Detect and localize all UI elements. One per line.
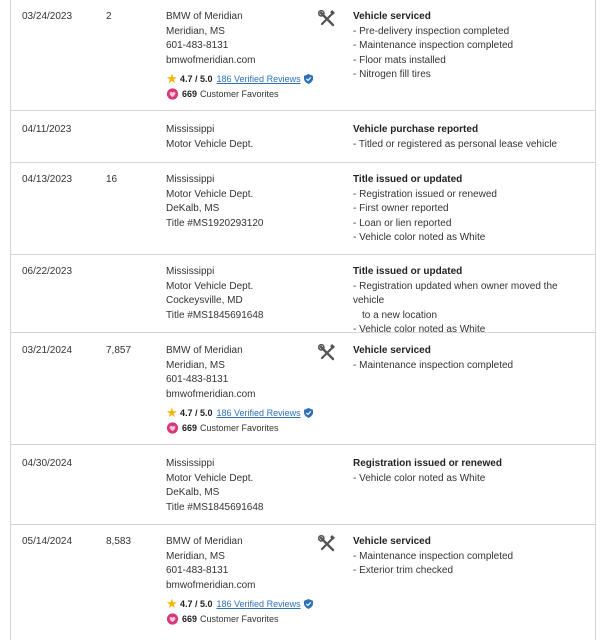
heart-icon <box>166 422 179 434</box>
detail-line: to a new location <box>362 309 438 321</box>
source-location: DeKalb, MS <box>166 487 220 498</box>
dealer-rating <box>166 596 316 612</box>
verified-reviews-link[interactable]: 186 Verified Reviews <box>216 73 301 84</box>
event-headline: Vehicle serviced <box>353 536 431 547</box>
event-headline: Vehicle serviced <box>353 11 431 22</box>
detail-line: - Maintenance inspection completed <box>353 359 514 371</box>
favorites-count: 669 <box>182 614 198 624</box>
event-headline: Title issued or updated <box>353 266 463 277</box>
row-source <box>166 265 316 323</box>
source-location: Meridian, MS <box>166 550 225 562</box>
source-title-number: Title #MS1920293120 <box>166 217 264 229</box>
source-dept: Motor Vehicle Dept. <box>166 280 254 292</box>
event-headline: Vehicle purchase reported <box>353 124 479 135</box>
row-source <box>166 535 316 627</box>
row-source <box>166 457 316 515</box>
row-date: 04/11/2023 <box>22 124 72 135</box>
source-name: Mississippi <box>166 458 215 469</box>
row-source <box>166 10 316 102</box>
row-details <box>353 265 589 338</box>
row-mileage: 7,857 <box>106 345 132 356</box>
source-location: DeKalb, MS <box>166 203 220 214</box>
customer-favorites <box>166 421 316 437</box>
history-row <box>11 525 595 640</box>
row-details <box>353 457 589 486</box>
source-website[interactable]: bmwofmeridian.com <box>166 388 256 400</box>
source-location: Cockeysville, MD <box>166 295 243 306</box>
event-headline: Registration issued or renewed <box>353 458 502 469</box>
verified-shield-icon <box>304 408 313 418</box>
source-dept: Motor Vehicle Dept. <box>166 188 254 200</box>
rating-value: 4.7 / 5.0 <box>180 407 213 418</box>
source-title-number: Title #MS1845691648 <box>166 309 264 321</box>
source-phone[interactable]: 601-483-8131 <box>166 565 229 576</box>
verified-reviews-link[interactable]: 186 Verified Reviews <box>216 598 301 609</box>
row-mileage: 8,583 <box>106 536 132 547</box>
event-headline: Vehicle serviced <box>353 345 431 356</box>
source-location: Meridian, MS <box>166 359 225 371</box>
source-phone[interactable]: 601-483-8131 <box>166 40 229 51</box>
favorites-label: Customer Favorites <box>200 89 279 99</box>
row-date: 03/21/2024 <box>22 345 73 356</box>
source-phone[interactable]: 601-483-8131 <box>166 374 229 385</box>
source-location: Meridian, MS <box>166 25 225 37</box>
dealer-rating <box>166 71 316 87</box>
row-source <box>166 173 316 231</box>
history-row <box>11 163 595 255</box>
wrench-screwdriver-icon <box>318 535 336 553</box>
heart-icon <box>166 88 179 100</box>
detail-line: - Vehicle color noted as White <box>353 472 486 484</box>
vehicle-history-table <box>10 0 596 640</box>
row-details <box>353 173 589 246</box>
row-source <box>166 123 316 152</box>
row-details <box>353 123 589 152</box>
history-row <box>11 111 595 163</box>
detail-line: - Pre-delivery inspection completed <box>353 25 510 37</box>
source-name: BMW of Meridian <box>166 11 243 22</box>
source-name: BMW of Meridian <box>166 345 243 356</box>
row-details <box>353 344 589 373</box>
favorites-label: Customer Favorites <box>200 423 279 433</box>
row-source <box>166 344 316 436</box>
verified-shield-icon <box>304 74 313 84</box>
event-headline: Title issued or updated <box>353 174 463 185</box>
rating-value: 4.7 / 5.0 <box>180 598 213 609</box>
rating-value: 4.7 / 5.0 <box>180 73 213 84</box>
detail-line: - Nitrogen fill tires <box>353 69 431 80</box>
heart-icon <box>166 613 179 625</box>
detail-line: - Loan or lien reported <box>353 217 452 229</box>
favorites-count: 669 <box>182 423 198 433</box>
source-title-number: Title #MS1845691648 <box>166 501 264 513</box>
row-mileage: 16 <box>106 174 118 185</box>
wrench-screwdriver-icon <box>318 10 336 28</box>
verified-reviews-link[interactable]: 186 Verified Reviews <box>216 407 301 418</box>
dealer-rating <box>166 405 316 421</box>
detail-line: - Titled or registered as personal lease vehicle <box>353 138 557 150</box>
source-name: Mississippi <box>166 174 215 185</box>
source-dept: Motor Vehicle Dept. <box>166 138 254 150</box>
source-name: Mississippi <box>166 266 215 277</box>
star-icon: ★ <box>166 595 178 611</box>
detail-line: - Maintenance inspection completed <box>353 40 514 51</box>
source-website[interactable]: bmwofmeridian.com <box>166 54 256 66</box>
row-details <box>353 535 589 579</box>
detail-line: - First owner reported <box>353 203 449 214</box>
source-dept: Motor Vehicle Dept. <box>166 472 254 484</box>
source-name: Mississippi <box>166 124 215 135</box>
wrench-screwdriver-icon <box>318 344 336 362</box>
detail-line: - Exterior trim checked <box>353 565 454 576</box>
detail-line: - Maintenance inspection completed <box>353 550 514 562</box>
detail-line: - Vehicle color noted as White <box>353 232 486 243</box>
row-date: 05/14/2024 <box>22 536 73 547</box>
row-date: 03/24/2023 <box>22 11 73 22</box>
history-row <box>11 0 595 111</box>
source-website[interactable]: bmwofmeridian.com <box>166 579 256 591</box>
detail-line: - Floor mats installed <box>353 54 446 66</box>
source-name: BMW of Meridian <box>166 536 243 547</box>
history-row <box>11 445 595 525</box>
star-icon: ★ <box>166 404 178 420</box>
detail-line: - Vehicle color noted as White <box>353 324 486 335</box>
history-row <box>11 333 595 445</box>
row-details <box>353 10 589 83</box>
detail-line: - Registration issued or renewed <box>353 188 497 200</box>
row-date: 06/22/2023 <box>22 266 73 277</box>
favorites-count: 669 <box>182 89 198 99</box>
customer-favorites <box>166 612 316 628</box>
verified-shield-icon <box>304 599 313 609</box>
row-date: 04/13/2023 <box>22 174 73 185</box>
detail-line: - Registration updated when owner moved the vehicle <box>353 280 558 306</box>
favorites-label: Customer Favorites <box>200 614 279 624</box>
row-date: 04/30/2024 <box>22 458 73 469</box>
customer-favorites <box>166 87 316 103</box>
row-mileage: 2 <box>106 11 112 22</box>
star-icon: ★ <box>166 70 178 86</box>
history-row <box>11 255 595 333</box>
